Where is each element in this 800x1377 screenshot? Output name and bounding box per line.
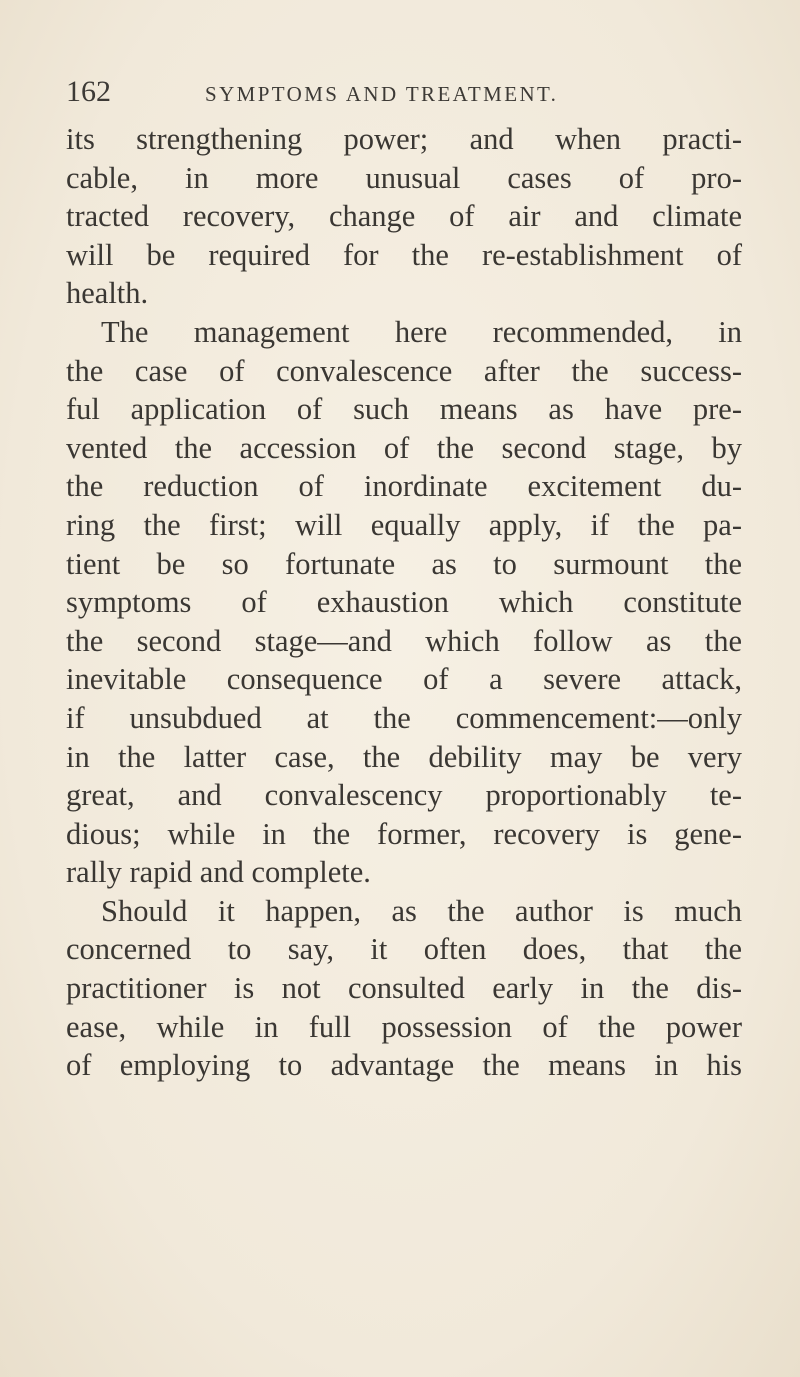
text-line: vented the accession of the second stage, by: [66, 430, 742, 465]
text-line: will be required for the re-establishment of: [66, 237, 742, 272]
text-line: practitioner is not consulted early in the dis-: [66, 971, 742, 1006]
text-line: rally rapid and complete.: [66, 855, 371, 890]
text-line: dious; while in the former, recovery is gene-: [66, 816, 742, 851]
text-line: tracted recovery, change of air and climate: [66, 199, 742, 234]
text-line: in the latter case, the debility may be very: [66, 739, 742, 774]
text-line: if unsubdued at the commencement:—only: [66, 700, 742, 735]
text-line: concerned to say, it often does, that the: [66, 932, 742, 967]
page-number: 162: [66, 75, 111, 108]
text-line: health.: [66, 276, 149, 311]
text-line: of employing to advantage the means in his: [66, 1048, 742, 1083]
text-line: ease, while in full possession of the power: [66, 1009, 742, 1044]
text-line: the case of convalescence after the success-: [66, 353, 742, 388]
text-line: The management here recommended, in: [101, 314, 742, 349]
text-line: the reduction of inordinate excitement du-: [66, 469, 742, 504]
body-text: [66, 120, 742, 1085]
page-header: [66, 74, 686, 114]
text-line: the second stage—and which follow as the: [66, 623, 742, 658]
text-line: tient be so fortunate as to surmount the: [66, 546, 742, 581]
text-line: its strengthening power; and when practi-: [66, 122, 742, 156]
text-line: Should it happen, as the author is much: [101, 893, 742, 928]
text-line: cable, in more unusual cases of pro-: [66, 160, 742, 195]
text-line: inevitable consequence of a severe attack,: [66, 662, 742, 697]
text-line: ful application of such means as have pre-: [66, 392, 742, 427]
text-line: symptoms of exhaustion which constitute: [66, 585, 742, 620]
running-head: SYMPTOMS AND TREATMENT.: [205, 82, 559, 106]
text-line: ring the first; will equally apply, if the pa-: [66, 507, 742, 542]
text-line: great, and convalescency proportionably te-: [66, 778, 742, 813]
